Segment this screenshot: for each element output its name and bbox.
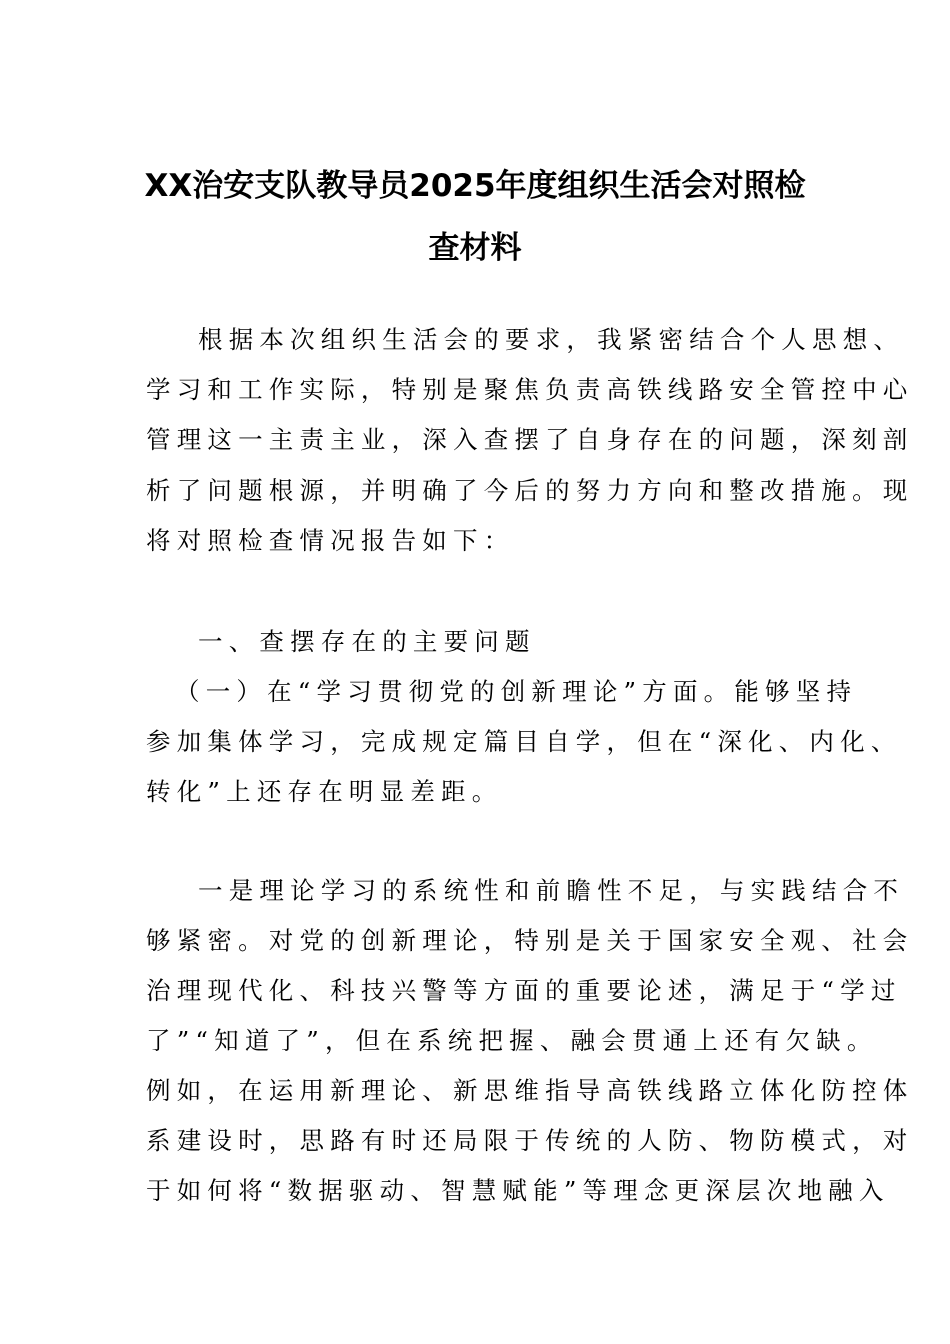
intro-line: 将对照检查情况报告如下： (146, 526, 515, 555)
intro-line: 学习和工作实际，特别是聚焦负责高铁线路安全管控中心 (146, 375, 914, 404)
intro-line: 管理这一主责主业，深入查摆了自身存在的问题，深刻剖 (146, 425, 914, 454)
subsection-line: （一）在“学习贯彻党的创新理论”方面。能够坚持 (175, 677, 858, 706)
point-line: 够紧密。对党的创新理论，特别是关于国家安全观、社会 (146, 926, 914, 955)
section-heading: 一、查摆存在的主要问题 (198, 627, 536, 656)
intro-line: 析了问题根源，并明确了今后的努力方向和整改措施。现 (146, 476, 914, 505)
document-title-line-1: XX治安支队教导员2025年度组织生活会对照检 (144, 168, 806, 204)
subsection-line: 转化”上还存在明显差距。 (146, 777, 503, 806)
point-line: 例如，在运用新理论、新思维指导高铁线路立体化防控体 (146, 1076, 914, 1105)
intro-line: 根据本次组织生活会的要求，我紧密结合个人思想、 (198, 325, 905, 354)
document-title-line-2: 查材料 (428, 230, 522, 266)
point-line: 了”“知道了”，但在系统把握、融会贯通上还有欠缺。 (146, 1026, 878, 1055)
point-line: 一是理论学习的系统性和前瞻性不足，与实践结合不 (198, 876, 905, 905)
point-line: 治理现代化、科技兴警等方面的重要论述，满足于“学过 (146, 976, 902, 1005)
subsection-line: 参加集体学习，完成规定篇目自学，但在“深化、内化、 (146, 727, 902, 756)
point-line: 系建设时，思路有时还局限于传统的人防、物防模式，对 (146, 1126, 914, 1155)
point-line: 于如何将“数据驱动、智慧赋能”等理念更深层次地融入 (146, 1176, 890, 1205)
